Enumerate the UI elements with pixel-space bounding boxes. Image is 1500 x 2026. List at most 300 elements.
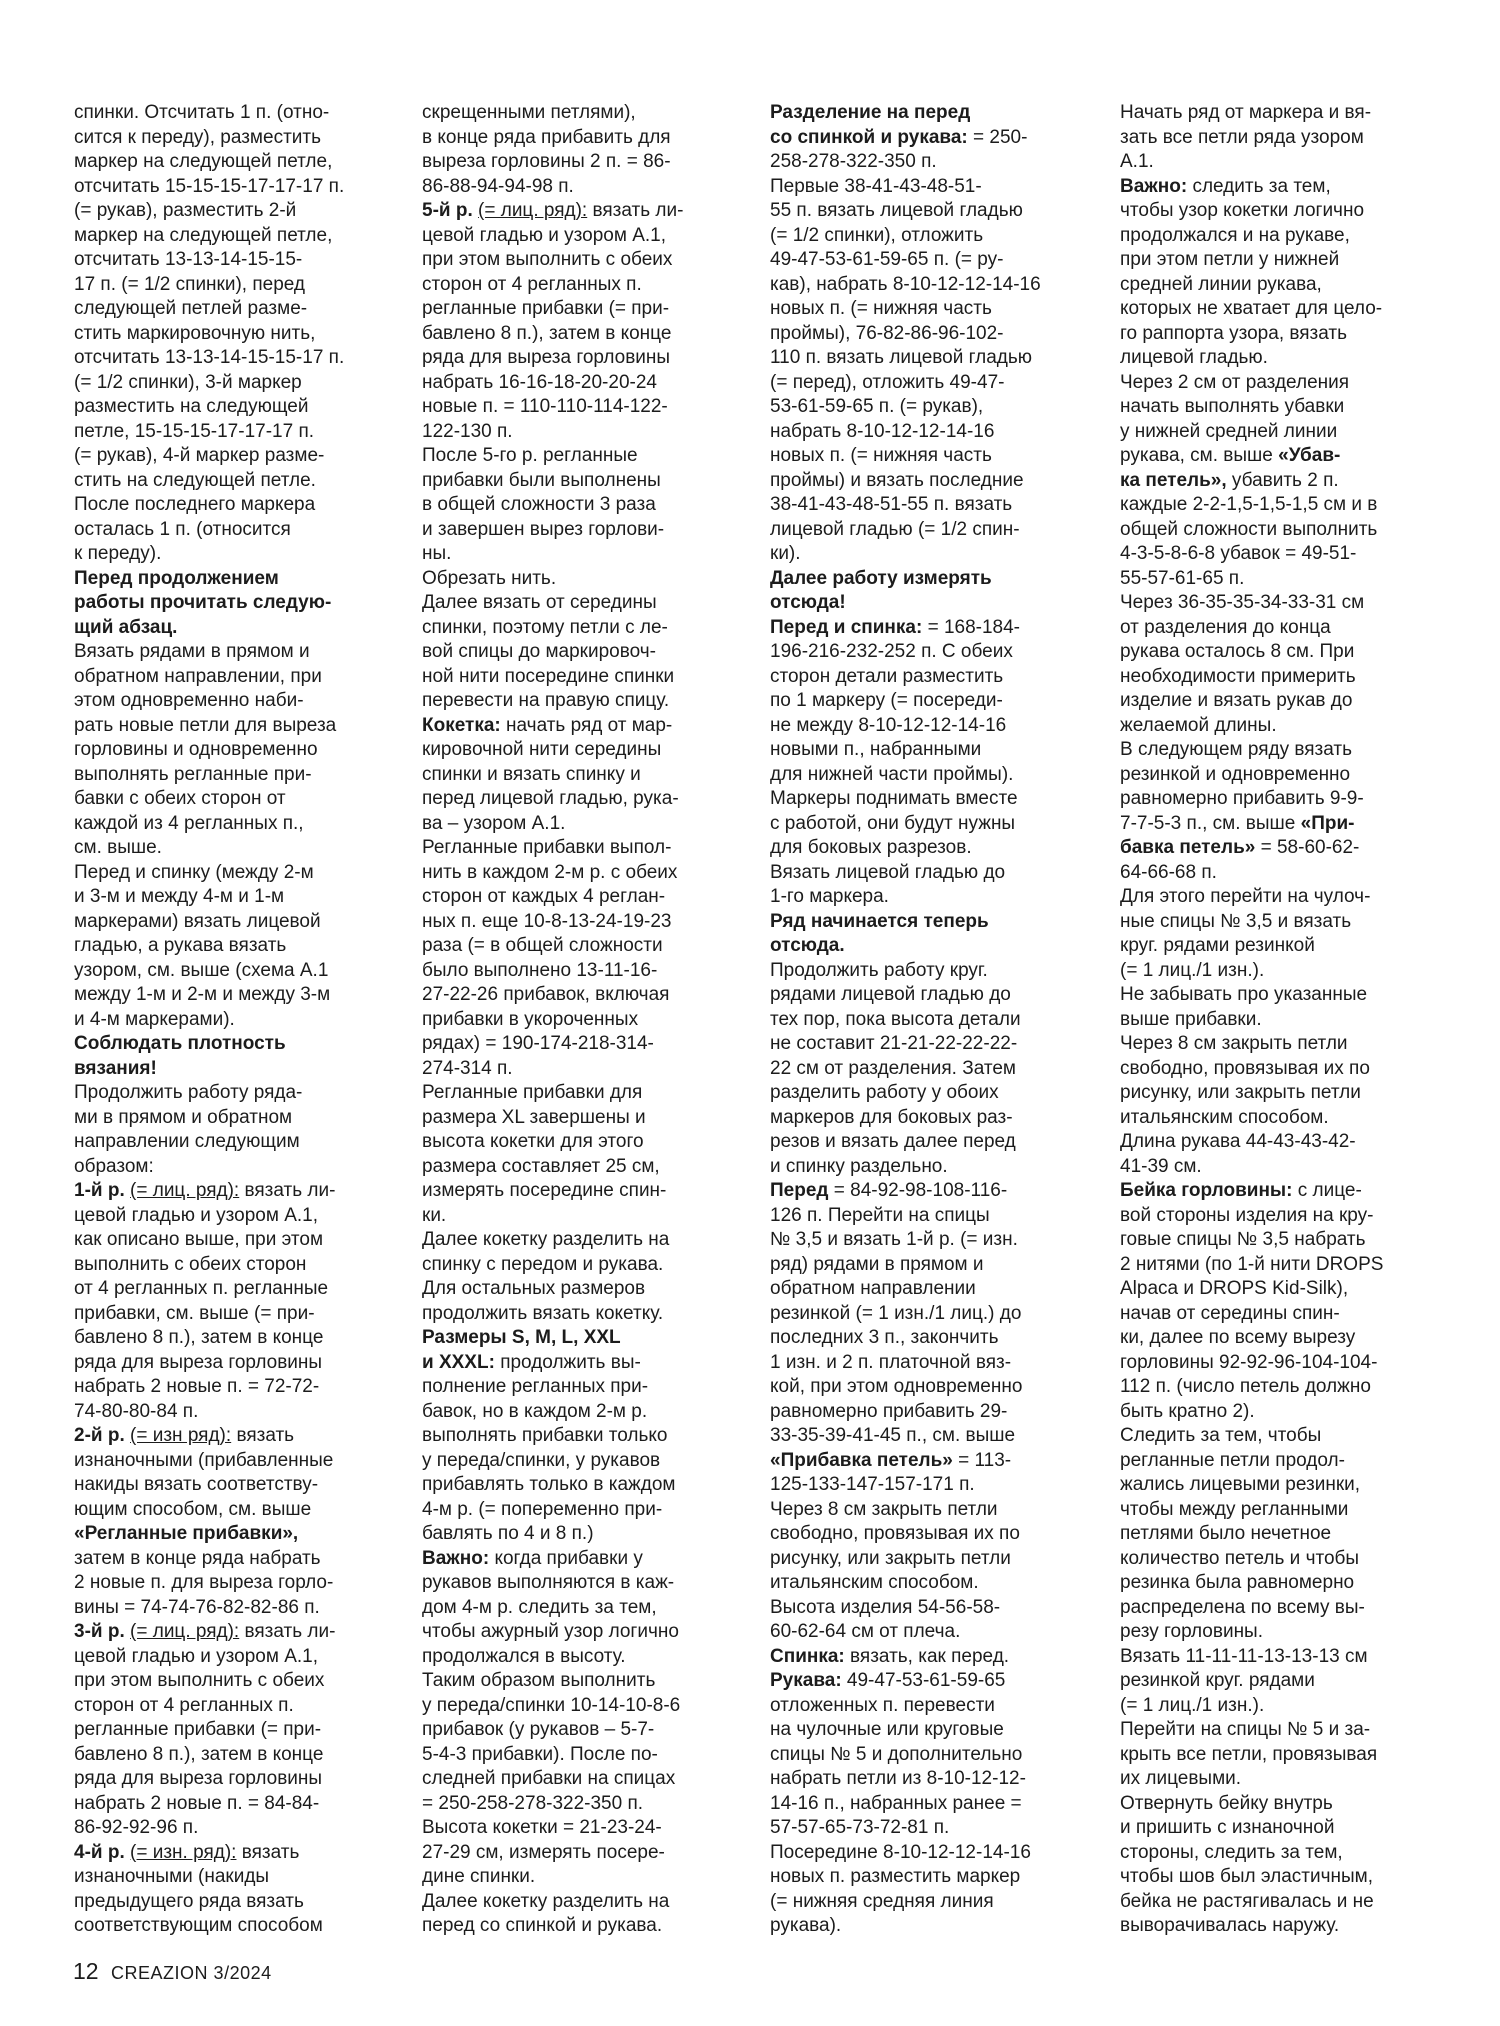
- text-line: резинкой (= 1 изн./1 лиц.) до: [770, 1302, 1022, 1324]
- text-line: перед со спинкой и рукава.: [422, 1915, 663, 1936]
- text-line: 126 п. Перейти на спицы: [770, 1204, 990, 1226]
- text-line: Посередине 8-10-12-12-14-16: [770, 1841, 1031, 1863]
- text-line: выполнять регланные при-: [74, 763, 312, 785]
- text-column-3: [770, 101, 1092, 1939]
- text-line: дине спинки.: [422, 1866, 536, 1887]
- text-line: 4-й р. (= изн. ряд): вязать: [74, 1841, 300, 1863]
- text-line: Следить за тем, чтобы: [1120, 1425, 1322, 1446]
- text-line: прибавки в укороченных: [422, 1008, 639, 1030]
- text-line: новые п. = 110-110-114-122-: [422, 396, 668, 417]
- text-line: не между 8-10-12-12-14-16: [770, 714, 1007, 736]
- text-line: 2 нитями (по 1-й нити DROPS: [1120, 1253, 1384, 1275]
- text-line: 33-35-39-41-45 п., см. выше: [770, 1425, 1016, 1446]
- text-line: новых п. разместить маркер: [770, 1866, 1021, 1887]
- text-line: Продолжить работу ряда-: [74, 1082, 303, 1103]
- text-line: разделить работу у обоих: [770, 1082, 999, 1103]
- bold-heading: Важно:: [1120, 175, 1188, 197]
- text-line: рисунку, или закрыть петли: [770, 1547, 1011, 1569]
- bold-heading: «Убав-: [1278, 445, 1341, 466]
- text-line: сторон детали разместить: [770, 665, 1004, 687]
- text-line: стить маркировочную нить,: [74, 322, 316, 344]
- bold-heading: 5-й р.: [422, 200, 473, 221]
- text-line: 2-й р. (= изн ряд): вязать: [74, 1425, 295, 1446]
- text-line: необходимости примерить: [1120, 665, 1356, 687]
- text-line: [74, 616, 396, 641]
- bold-heading: Кокетка:: [422, 714, 501, 736]
- page-footer: [73, 1958, 272, 1985]
- text-line: между 1-м и 2-м и между 3-м: [74, 984, 331, 1005]
- text-line: бавка петель» = 58-60-62-: [1120, 837, 1360, 858]
- text-line: маркер на следующей петле,: [74, 224, 333, 246]
- bold-heading: ка петель»,: [1120, 469, 1227, 491]
- text-line: Первые 38-41-43-48-51-: [770, 175, 982, 197]
- text-line: 2 новые п. для выреза горло-: [74, 1572, 334, 1593]
- text-line: Регланные прибавки выпол-: [422, 837, 672, 858]
- bold-heading: Бейка горловины:: [1120, 1180, 1293, 1201]
- bold-heading: Соблюдать плотность: [74, 1033, 286, 1054]
- text-line: новыми п., набранными: [770, 739, 982, 760]
- bold-heading: Перед продолжением: [74, 567, 279, 589]
- text-line: маркерами) вязать лицевой: [74, 910, 321, 932]
- text-line: = 250-258-278-322-350 п.: [422, 1792, 644, 1814]
- text-line: «Прибавка петель» = 113-: [770, 1449, 1012, 1471]
- text-line: Длина рукава 44-43-43-42-: [1120, 1131, 1356, 1152]
- text-line: (= 1 лиц./1 изн.).: [1120, 1694, 1265, 1716]
- text-line: размера XL завершены и: [422, 1106, 646, 1128]
- text-line: спицы № 5 и дополнительно: [770, 1743, 1023, 1765]
- text-line: Важно: когда прибавки у: [422, 1547, 643, 1569]
- text-line: выполнять прибавки только: [422, 1425, 668, 1446]
- text-line: следней прибавки на спицах: [422, 1768, 676, 1789]
- text-line: рукавов выполняются в каж-: [422, 1572, 675, 1593]
- text-line: Перед = 84-92-98-108-116-: [770, 1180, 1008, 1201]
- text-line: 55 п. вязать лицевой гладью: [770, 200, 1023, 221]
- text-line: при этом выполнить с обеих: [74, 1670, 325, 1691]
- text-line: со спинкой и рукава: = 250-: [770, 126, 1028, 148]
- text-line: набрать 8-10-12-12-14-16: [770, 420, 995, 442]
- text-line: После 5-го р. регланные: [422, 445, 638, 466]
- text-line: кав), набрать 8-10-12-12-14-16: [770, 273, 1041, 295]
- text-line: к переду).: [74, 543, 162, 564]
- text-line: Кокетка: начать ряд от мар-: [422, 714, 673, 736]
- text-line: продолжался и на рукаве,: [1120, 224, 1350, 246]
- text-line: для боковых разрезов.: [770, 837, 972, 858]
- text-line: начать выполнять убавки: [1120, 396, 1345, 417]
- text-line: ряда для выреза горловины: [74, 1768, 323, 1789]
- text-line: вой стороны изделия на кру-: [1120, 1204, 1374, 1226]
- text-line: [770, 101, 1092, 126]
- text-line: прибавок (у рукавов – 5-7-: [422, 1719, 655, 1740]
- text-line: быть кратно 2).: [1120, 1400, 1255, 1422]
- text-line: обратном направлении, при: [74, 665, 322, 687]
- text-line: 14-16 п., набранных ранее =: [770, 1792, 1022, 1814]
- text-line: выреза горловины 2 п. = 86-: [422, 151, 671, 172]
- text-line: раза (= в общей сложности: [422, 935, 663, 956]
- bold-heading: Важно:: [422, 1547, 490, 1569]
- text-line: [74, 567, 396, 592]
- text-line: рядами лицевой гладью до: [770, 984, 1011, 1005]
- bold-heading: Рукава:: [770, 1670, 842, 1691]
- text-line: 5-4-3 прибавки). После по-: [422, 1743, 658, 1765]
- text-line: образом:: [74, 1155, 154, 1177]
- text-line: 86-92-92-96 п.: [74, 1817, 199, 1838]
- text-line: на чулочные или круговые: [770, 1719, 1004, 1740]
- text-line: набрать петли из 8-10-12-12-: [770, 1768, 1026, 1789]
- bold-heading: Ряд начинается теперь: [770, 910, 989, 932]
- text-line: от разделения до конца: [1120, 616, 1331, 638]
- text-line: по 1 маркеру (= посереди-: [770, 690, 1003, 711]
- text-line: 53-61-59-65 п. (= рукав),: [770, 396, 984, 417]
- bold-heading: отсюда.: [770, 935, 845, 956]
- bold-heading: работы прочитать следую-: [74, 592, 332, 613]
- text-line: чтобы ажурный узор логично: [422, 1621, 679, 1642]
- text-line: и завершен вырез горлови-: [422, 518, 665, 540]
- text-line: прибавлять только в каждом: [422, 1474, 676, 1495]
- text-line: итальянским способом.: [1120, 1106, 1329, 1128]
- text-line: Перед и спинку (между 2-м: [74, 861, 314, 883]
- text-line: круг. рядами резинкой: [1120, 935, 1315, 956]
- text-line: разместить на следующей: [74, 396, 309, 417]
- text-line: следующей петлей разме-: [74, 298, 308, 319]
- text-line: 4-3-5-8-6-8 убавок = 49-51-: [1120, 543, 1357, 564]
- text-line: свободно, провязывая их по: [1120, 1057, 1370, 1079]
- text-line: продолжить вязать кокетку.: [422, 1302, 664, 1324]
- text-line: проймы), 76-82-86-96-102-: [770, 322, 1004, 344]
- bold-heading: Спинка:: [770, 1645, 845, 1667]
- text-line: ки).: [770, 543, 801, 564]
- text-line: этом одновременно наби-: [74, 690, 304, 711]
- text-line: [770, 910, 1092, 935]
- text-line: каждой из 4 регланных п.,: [74, 812, 304, 834]
- text-line: Далее вязать от середины: [422, 592, 657, 613]
- text-line: с работой, они будут нужны: [770, 812, 1016, 834]
- text-line: резов и вязать далее перед: [770, 1131, 1016, 1152]
- text-line: ющим способом, см. выше: [74, 1498, 312, 1520]
- text-line: резинкой круг. рядами: [1120, 1670, 1315, 1691]
- text-line: продолжался в высоту.: [422, 1645, 626, 1667]
- text-line: отсчитать 15-15-15-17-17-17 п.: [74, 175, 345, 197]
- text-line: Отвернуть бейку внутрь: [1120, 1792, 1333, 1814]
- text-line: набрать 2 новые п. = 84-84-: [74, 1792, 320, 1814]
- text-line: сторон от каждых 4 реглан-: [422, 886, 666, 907]
- text-line: от 4 регланных п. регланные: [74, 1278, 329, 1299]
- text-line: и XXXL: продолжить вы-: [422, 1351, 641, 1373]
- text-line: (= нижняя средняя линия: [770, 1890, 994, 1912]
- text-line: было выполнено 13-11-16-: [422, 959, 658, 981]
- text-line: Далее кокетку разделить на: [422, 1890, 670, 1912]
- text-line: Вязать рядами в прямом и: [74, 641, 310, 662]
- text-line: выворачивалась наружу.: [1120, 1915, 1340, 1936]
- text-line: ки, далее по всему вырезу: [1120, 1327, 1356, 1348]
- text-line: вой спицы до маркировоч-: [422, 641, 657, 662]
- text-line: регланные прибавки (= при-: [74, 1719, 322, 1740]
- text-line: Через 36-35-35-34-33-31 см: [1120, 592, 1365, 613]
- text-line: которых не хватает для цело-: [1120, 298, 1383, 319]
- bold-heading: щий абзац.: [74, 616, 178, 638]
- text-line: рядах) = 190-174-218-314-: [422, 1033, 654, 1054]
- text-line: стить на следующей петле.: [74, 469, 316, 491]
- text-line: резинка была равномерно: [1120, 1572, 1355, 1593]
- text-line: [770, 934, 1092, 959]
- page-number: 12: [73, 1958, 99, 1984]
- text-line: ми в прямом и обратном: [74, 1106, 293, 1128]
- text-line: Важно: следить за тем,: [1120, 175, 1331, 197]
- text-line: 125-133-147-157-171 п.: [770, 1474, 975, 1495]
- text-line: тех пор, пока высота детали: [770, 1008, 1021, 1030]
- text-line: кировочной нити середины: [422, 739, 662, 760]
- text-line: бавлено 8 п.), затем в конце: [422, 322, 672, 344]
- text-line: предыдущего ряда вязать: [74, 1890, 304, 1912]
- text-line: [74, 1057, 396, 1082]
- text-line: 41-39 см.: [1120, 1155, 1202, 1177]
- text-line: нить в каждом 2-м р. с обеих: [422, 861, 678, 883]
- text-line: 110 п. вязать лицевой гладью: [770, 347, 1033, 368]
- text-line: петлями было нечетное: [1120, 1523, 1332, 1544]
- text-line: спинки. Отсчитать 1 п. (отно-: [74, 102, 330, 123]
- text-line: и 3-м и между 4-м и 1-м: [74, 886, 285, 907]
- text-line: осталась 1 п. (относится: [74, 518, 291, 540]
- text-line: размера составляет 25 см,: [422, 1155, 660, 1177]
- text-line: высота кокетки для этого: [422, 1131, 644, 1152]
- bold-heading: «При-: [1300, 812, 1355, 834]
- text-line: 60-62-64 см от плеча.: [770, 1621, 961, 1642]
- text-line: ны.: [422, 543, 452, 564]
- text-line: вины = 74-74-76-82-82-86 п.: [74, 1596, 320, 1618]
- text-line: в конце ряда прибавить для: [422, 126, 671, 148]
- text-line: ной нити посередине спинки: [422, 665, 675, 687]
- text-line: набрать 2 новые п. = 72-72-: [74, 1376, 320, 1397]
- text-line: цевой гладью и узором А.1,: [74, 1204, 318, 1226]
- text-line: Начать ряд от маркера и вя-: [1120, 102, 1372, 123]
- text-line: желаемой длины.: [1120, 714, 1277, 736]
- text-line: Через 8 см закрыть петли: [770, 1498, 998, 1520]
- text-line: спинку с передом и рукава.: [422, 1253, 664, 1275]
- text-line: Alpaca и DROPS Kid-Silk),: [1120, 1278, 1349, 1299]
- text-line: 112 п. (число петель должно: [1120, 1376, 1371, 1397]
- text-column-1: [74, 101, 396, 1939]
- text-line: общей сложности выполнить: [1120, 518, 1378, 540]
- text-line: отложенных п. перевести: [770, 1694, 995, 1716]
- text-line: петле, 15-15-15-17-17-17 п.: [74, 420, 315, 442]
- text-line: ных п. еще 10-8-13-24-19-23: [422, 910, 672, 932]
- text-line: затем в конце ряда набрать: [74, 1547, 321, 1569]
- bold-heading: «Регланные прибавки»,: [74, 1523, 299, 1544]
- text-line: 86-88-94-94-98 п.: [422, 175, 574, 197]
- text-line: гладью, а рукава вязать: [74, 935, 287, 956]
- bold-heading: 3-й р.: [74, 1621, 125, 1642]
- text-line: выше прибавки.: [1120, 1008, 1262, 1030]
- text-line: рукава осталось 8 см. При: [1120, 641, 1355, 662]
- text-line: 27-22-26 прибавок, включая: [422, 984, 670, 1005]
- text-line: скрещенными петлями),: [422, 102, 636, 123]
- text-line: последних 3 п., закончить: [770, 1327, 999, 1348]
- text-line: 49-47-53-61-59-65 п. (= ру-: [770, 249, 1004, 270]
- text-line: 196-216-232-252 п. С обеих: [770, 641, 1013, 662]
- text-line: регланные прибавки (= при-: [422, 298, 670, 319]
- text-line: 7-7-5-3 п., см. выше «При-: [1120, 812, 1355, 834]
- text-line: соответствующим способом: [74, 1915, 323, 1936]
- bold-heading: и XXXL:: [422, 1351, 495, 1373]
- bold-heading: Перед: [770, 1180, 829, 1201]
- text-line: бавлено 8 п.), затем в конце: [74, 1327, 324, 1348]
- text-line: у переда/спинки, у рукавов: [422, 1449, 661, 1471]
- text-line: А.1.: [1120, 151, 1154, 172]
- text-line: их лицевыми.: [1120, 1768, 1242, 1789]
- bold-heading: отсюда!: [770, 592, 846, 613]
- text-line: чтобы узор кокетки логично: [1120, 200, 1365, 221]
- bold-heading: Перед и спинка:: [770, 616, 923, 638]
- text-line: лицевой гладью (= 1/2 спин-: [770, 518, 1020, 540]
- text-line: [74, 1032, 396, 1057]
- underlined-note: (= изн. ряд):: [130, 1841, 237, 1863]
- text-line: равномерно прибавить 29-: [770, 1400, 1008, 1422]
- text-line: 1-го маркера.: [770, 886, 889, 907]
- text-line: количество петель и чтобы: [1120, 1547, 1360, 1569]
- text-line: сится к переду), разместить: [74, 126, 321, 148]
- text-line: спинки и вязать спинку и: [422, 763, 641, 785]
- text-line: узором, см. выше (схема А.1: [74, 959, 329, 981]
- text-line: [770, 567, 1092, 592]
- text-line: Далее кокетку разделить на: [422, 1229, 670, 1250]
- text-line: цевой гладью и узором А.1,: [422, 224, 666, 246]
- text-line: Маркеры поднимать вместе: [770, 788, 1018, 809]
- text-column-4: [1120, 101, 1442, 1939]
- text-line: Вязать 11-11-11-13-13-13 см: [1120, 1645, 1368, 1667]
- bold-heading: 2-й р.: [74, 1425, 125, 1446]
- text-line: направлении следующим: [74, 1131, 300, 1152]
- text-line: ряда для выреза горловины: [422, 347, 671, 368]
- text-line: Рукава: 49-47-53-61-59-65: [770, 1670, 1006, 1691]
- text-line: [770, 591, 1092, 616]
- text-line: кой, при этом одновременно: [770, 1376, 1023, 1397]
- text-line: цевой гладью и узором А.1,: [74, 1645, 318, 1667]
- text-line: Через 8 см закрыть петли: [1120, 1033, 1348, 1054]
- text-line: говые спицы № 3,5 набрать: [1120, 1229, 1366, 1250]
- text-line: рукава, см. выше «Убав-: [1120, 445, 1341, 466]
- text-line: маркеров для боковых раз-: [770, 1106, 1013, 1128]
- bold-heading: 1-й р.: [74, 1180, 125, 1201]
- bold-heading: «Прибавка петель»: [770, 1449, 953, 1471]
- text-line: ряда для выреза горловины: [74, 1351, 323, 1373]
- text-line: 38-41-43-48-51-55 п. вязать: [770, 494, 1013, 515]
- text-line: бавлено 8 п.), затем в конце: [74, 1743, 324, 1765]
- text-line: Перед и спинка: = 168-184-: [770, 616, 1021, 638]
- text-line: Обрезать нить.: [422, 567, 557, 589]
- text-line: [422, 1326, 744, 1351]
- text-line: измерять посередине спин-: [422, 1180, 667, 1201]
- text-line: бейка не растягивалась и не: [1120, 1890, 1374, 1912]
- text-line: и пришить с изнаночной: [1120, 1817, 1335, 1838]
- text-line: и 4-м маркерами).: [74, 1008, 235, 1030]
- text-line: Высота кокетки = 21-23-24-: [422, 1817, 662, 1838]
- text-line: Продолжить работу круг.: [770, 959, 988, 981]
- text-line: см. выше.: [74, 837, 162, 858]
- text-line: итальянским способом.: [770, 1572, 979, 1593]
- text-line: резу горловины.: [1120, 1621, 1263, 1642]
- underlined-note: (= лиц. ряд):: [478, 200, 588, 221]
- text-line: го раппорта узора, вязать: [1120, 322, 1348, 344]
- text-line: Для остальных размеров: [422, 1278, 646, 1299]
- text-line: в общей сложности 3 раза: [422, 494, 656, 515]
- text-line: Высота изделия 54-56-58-: [770, 1596, 1001, 1618]
- text-line: бавок, но в каждом 2-м р.: [422, 1400, 648, 1422]
- text-line: 258-278-322-350 п.: [770, 151, 937, 172]
- text-column-2: [422, 101, 744, 1939]
- text-line: жались лицевыми резинки,: [1120, 1474, 1361, 1495]
- bold-heading: Разделение на перед: [770, 102, 971, 123]
- text-line: После последнего маркера: [74, 494, 316, 515]
- text-line: проймы) и вязать последние: [770, 469, 1024, 491]
- bold-heading: вязания!: [74, 1057, 157, 1079]
- text-line: 57-57-65-73-72-81 п.: [770, 1817, 950, 1838]
- text-line: маркер на следующей петле,: [74, 151, 333, 172]
- text-line: ряд) рядами в прямом и: [770, 1253, 984, 1275]
- text-line: свободно, провязывая их по: [770, 1523, 1020, 1544]
- text-line: 5-й р. (= лиц. ряд): вязать ли-: [422, 200, 684, 221]
- text-line: начав от середины спин-: [1120, 1302, 1340, 1324]
- text-line: (= 1/2 спинки), отложить: [770, 224, 984, 246]
- text-line: у переда/спинки 10-14-10-8-6: [422, 1694, 681, 1716]
- text-line: равномерно прибавить 9-9-: [1120, 788, 1364, 809]
- text-line: бавки с обеих сторон от: [74, 788, 286, 809]
- text-line: при этом выполнить с обеих: [422, 249, 673, 270]
- text-line: чтобы между регланными: [1120, 1498, 1349, 1520]
- underlined-note: (= лиц. ряд):: [130, 1621, 240, 1642]
- text-line: накиды вязать соответству-: [74, 1474, 319, 1495]
- text-line: резинкой и одновременно: [1120, 763, 1351, 785]
- text-line: новых п. (= нижняя часть: [770, 445, 992, 466]
- text-line: ка петель», убавить 2 п.: [1120, 469, 1339, 491]
- text-line: набрать 16-16-18-20-20-24: [422, 371, 657, 393]
- text-line: (= перед), отложить 49-47-: [770, 371, 1005, 393]
- text-line: [74, 591, 396, 616]
- text-line: 1-й р. (= лиц. ряд): вязать ли-: [74, 1180, 336, 1201]
- text-line: 22 см от разделения. Затем: [770, 1057, 1016, 1079]
- text-line: бавлять по 4 и 8 п.): [422, 1523, 594, 1544]
- text-line: В следующем ряду вязать: [1120, 739, 1352, 760]
- text-line: ные спицы № 3,5 и вязать: [1120, 910, 1352, 932]
- text-line: выполнить с обеих сторон: [74, 1253, 307, 1275]
- text-line: Для этого перейти на чулоч-: [1120, 886, 1371, 907]
- text-line: дом 4-м р. следить за тем,: [422, 1596, 657, 1618]
- text-line: 55-57-61-65 п.: [1120, 567, 1245, 589]
- text-line: (= 1/2 спинки), 3-й маркер: [74, 371, 302, 393]
- text-line: распределена по всему вы-: [1120, 1596, 1365, 1618]
- text-line: перевести на правую спицу.: [422, 690, 670, 711]
- text-line: 64-66-68 п.: [1120, 861, 1217, 883]
- underlined-note: (= изн ряд):: [130, 1425, 232, 1446]
- text-line: новых п. (= нижняя часть: [770, 298, 992, 319]
- text-line: как описано выше, при этом: [74, 1229, 324, 1250]
- magazine-issue: CREAZION 3/2024: [111, 1963, 272, 1983]
- text-line: Перейти на спицы № 5 и за-: [1120, 1719, 1371, 1740]
- text-line: ва – узором А.1.: [422, 812, 566, 834]
- text-line: 17 п. (= 1/2 спинки), перед: [74, 273, 306, 295]
- text-line: каждые 2-2-1,5-1,5-1,5 см и в: [1120, 494, 1378, 515]
- text-line: [74, 1522, 396, 1547]
- text-line: ки.: [422, 1204, 447, 1226]
- text-line: Таким образом выполнить: [422, 1670, 656, 1691]
- bold-heading: Размеры S, M, L, XXL: [422, 1327, 621, 1348]
- text-line: средней линии рукава,: [1120, 273, 1322, 295]
- text-line: обратном направлении: [770, 1278, 976, 1299]
- text-line: лицевой гладью.: [1120, 347, 1268, 368]
- text-line: чтобы шов был эластичным,: [1120, 1866, 1373, 1887]
- underlined-note: (= лиц. ряд):: [130, 1180, 240, 1201]
- text-line: горловины 92-92-96-104-104-: [1120, 1351, 1378, 1373]
- text-line: отсчитать 13-13-14-15-15-17 п.: [74, 347, 345, 368]
- text-line: сторон от 4 регланных п.: [422, 273, 642, 295]
